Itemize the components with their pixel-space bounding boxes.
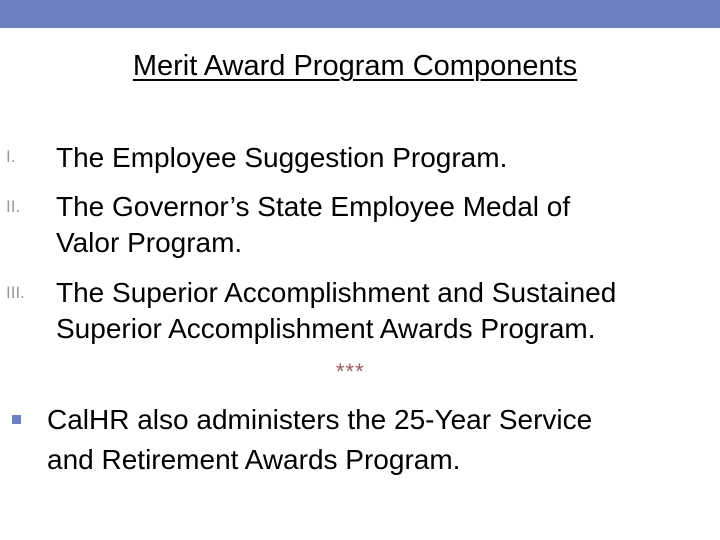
square-bullet-icon <box>12 415 21 424</box>
list-item-text: The Superior Accomplishment and Sustained <box>56 277 617 308</box>
slide-title: Merit Award Program Components <box>132 50 578 82</box>
list-item-text: Superior Accomplishment Awards Program. <box>56 313 596 344</box>
list-item-text: Valor Program. <box>56 227 243 258</box>
list-item-text: The Employee Suggestion Program. <box>56 142 508 173</box>
list-numeral: I. <box>6 147 16 166</box>
list-item-text: The Governor’s State Employee Medal of <box>56 191 571 222</box>
separator-asterisks: *** <box>336 359 365 384</box>
bullet-text: CalHR also administers the 25-Year Service <box>47 404 593 435</box>
list-numeral: II. <box>6 197 21 216</box>
bullet-text: and Retirement Awards Program. <box>47 444 461 475</box>
top-accent-bar <box>0 0 720 28</box>
list-numeral: III. <box>6 283 25 302</box>
